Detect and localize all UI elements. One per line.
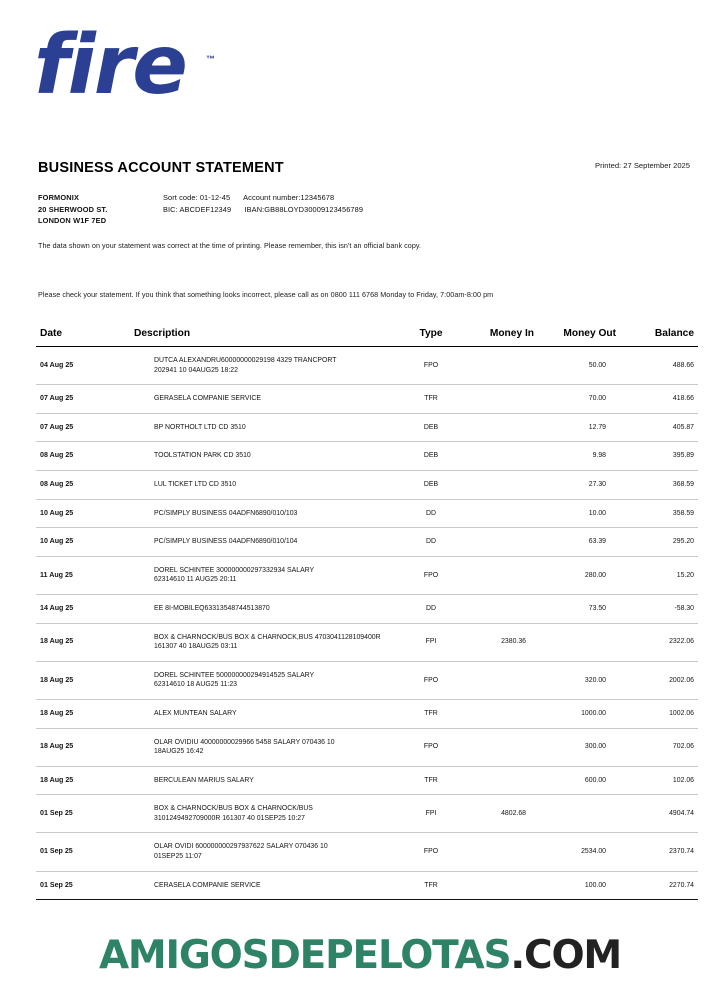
- account-holder-address-line1: 20 SHERWOOD ST.: [38, 204, 108, 214]
- cell-money-out: 12.79: [534, 413, 616, 442]
- cell-type: FPO: [402, 556, 460, 594]
- column-header-description: Description: [128, 328, 402, 347]
- cell-money-in: [460, 470, 534, 499]
- table-row[interactable]: [36, 699, 698, 728]
- description-line-1: DOREL SCHINTEE 500000000294914525 SALARY: [154, 671, 315, 679]
- cell-description: [128, 594, 402, 623]
- page-title: BUSINESS ACCOUNT STATEMENT: [38, 160, 284, 176]
- cell-date: 18 Aug 25: [36, 699, 128, 728]
- cell-balance: 395.89: [616, 442, 698, 471]
- cell-balance: 15.20: [616, 556, 698, 594]
- cell-type: TFR: [402, 699, 460, 728]
- bic-label: BIC:: [163, 204, 178, 214]
- cell-money-in: [460, 661, 534, 699]
- cell-date: 18 Aug 25: [36, 766, 128, 795]
- cell-money-out: 600.00: [534, 766, 616, 795]
- description-line-1: GERASELA COMPANIE SERVICE: [154, 395, 261, 403]
- cell-date: 01 Sep 25: [36, 833, 128, 871]
- cell-description: [128, 661, 402, 699]
- cell-description: [128, 442, 402, 471]
- cell-money-out: 320.00: [534, 661, 616, 699]
- cell-description: [128, 871, 402, 900]
- description-line-1: PC/SIMPLY BUSINESS 04ADFN6890/010/103: [154, 509, 298, 517]
- cell-date: 08 Aug 25: [36, 442, 128, 471]
- description-line-1: BOX & CHARNOCK/BUS BOX & CHARNOCK,BUS 4703041128109400R: [154, 633, 381, 641]
- column-header-balance: Balance: [616, 328, 698, 347]
- cell-type: DD: [402, 528, 460, 557]
- column-header-money-out: Money Out: [534, 328, 616, 347]
- cell-type: DD: [402, 499, 460, 528]
- cell-balance: 102.06: [616, 766, 698, 795]
- cell-date: 10 Aug 25: [36, 499, 128, 528]
- sort-code-row: [163, 192, 363, 204]
- table-row[interactable]: [36, 470, 698, 499]
- description-line-2: 3101249492709000R 161307 40 01SEP25 10:27: [154, 814, 305, 822]
- cell-money-out: 1000.00: [534, 699, 616, 728]
- cell-description: [128, 499, 402, 528]
- cell-balance: 4904.74: [616, 795, 698, 833]
- cell-money-in: 4802.68: [460, 795, 534, 833]
- cell-money-out: 9.98: [534, 442, 616, 471]
- cell-money-out: 2534.00: [534, 833, 616, 871]
- cell-money-out: [534, 623, 616, 661]
- cell-description: [128, 699, 402, 728]
- cell-date: 08 Aug 25: [36, 470, 128, 499]
- cell-type: TFR: [402, 766, 460, 795]
- table-row[interactable]: [36, 728, 698, 766]
- printing-notice: The data shown on your statement was correct at the time of printing. Please remember, this isn't an official bank copy.: [38, 241, 422, 250]
- cell-description: [128, 385, 402, 414]
- description-line-1: BERCULEAN MARIUS SALARY: [154, 776, 254, 784]
- description-line-1: CERASELA COMPANIE SERVICE: [154, 881, 261, 889]
- trademark-icon: ™: [206, 54, 215, 64]
- cell-type: FPO: [402, 728, 460, 766]
- bic-value: ABCDEF12349: [179, 204, 232, 214]
- description-line-2: 18AUG25 16:42: [154, 748, 204, 756]
- cell-money-in: [460, 699, 534, 728]
- cell-date: 18 Aug 25: [36, 728, 128, 766]
- cell-money-in: [460, 766, 534, 795]
- cell-date: 01 Sep 25: [36, 795, 128, 833]
- description-line-1: BOX & CHARNOCK/BUS BOX & CHARNOCK/BUS: [154, 805, 313, 813]
- cell-balance: 405.87: [616, 413, 698, 442]
- cell-money-out: 300.00: [534, 728, 616, 766]
- description-line-2: 202941 10 04AUG25 18:22: [154, 366, 238, 374]
- description-line-2: 62314610 18 AUG25 11:23: [154, 681, 238, 689]
- bic-iban-row: [163, 204, 363, 216]
- table-row[interactable]: [36, 385, 698, 414]
- cell-money-out: 63.39: [534, 528, 616, 557]
- cell-date: 14 Aug 25: [36, 594, 128, 623]
- account-details: [163, 192, 363, 215]
- cell-money-out: 50.00: [534, 347, 616, 385]
- account-holder-address-line2: LONDON W1F 7ED: [38, 216, 107, 225]
- description-line-2: 161307 40 18AUG25 03:11: [154, 643, 238, 651]
- table-row[interactable]: [36, 795, 698, 833]
- cell-money-in: [460, 528, 534, 557]
- table-row[interactable]: [36, 623, 698, 661]
- cell-balance: 2002.06: [616, 661, 698, 699]
- cell-description: [128, 728, 402, 766]
- table-row[interactable]: [36, 661, 698, 699]
- cell-balance: 358.59: [616, 499, 698, 528]
- description-line-1: OLAR OVIDIU 40000000029966 5458 SALARY 070436 10: [154, 738, 335, 746]
- cell-type: FPO: [402, 833, 460, 871]
- fire-logo-text: fire: [34, 18, 186, 113]
- contact-notice: Please check your statement. If you think that something looks incorrect, please call as on 0800 111 6768 Monday to Friday, 7:00am-8:00 pm: [38, 290, 494, 299]
- table-row[interactable]: [36, 413, 698, 442]
- cell-type: TFR: [402, 871, 460, 900]
- table-row[interactable]: [36, 766, 698, 795]
- cell-description: [128, 347, 402, 385]
- account-holder-name: FORMONIX: [38, 193, 80, 202]
- cell-money-in: [460, 385, 534, 414]
- transactions-body: [36, 347, 698, 900]
- table-row[interactable]: [36, 528, 698, 557]
- cell-description: [128, 833, 402, 871]
- table-header-row: [36, 328, 698, 347]
- cell-type: TFR: [402, 385, 460, 414]
- cell-date: 11 Aug 25: [36, 556, 128, 594]
- cell-type: FPI: [402, 623, 460, 661]
- description-line-2: 01SEP25 11:07: [154, 853, 202, 861]
- description-line-1: LUL TICKET LTD CD 3510: [154, 480, 237, 488]
- cell-balance: 702.06: [616, 728, 698, 766]
- cell-description: [128, 766, 402, 795]
- cell-money-out: 10.00: [534, 499, 616, 528]
- cell-money-out: 70.00: [534, 385, 616, 414]
- iban-label: IBAN:: [244, 204, 265, 214]
- description-line-1: DOREL SCHINTEE 300000000297332934 SALARY: [154, 566, 315, 574]
- sort-code-label: Sort code:: [163, 193, 198, 202]
- site-watermark: [0, 933, 720, 978]
- account-number-label: Account number:: [243, 193, 301, 202]
- cell-date: 01 Sep 25: [36, 871, 128, 900]
- table-row[interactable]: [36, 871, 698, 900]
- cell-money-out: 73.50: [534, 594, 616, 623]
- description-line-1: DUTCA ALEXANDRU60000000029198 4329 TRANCPORT: [154, 357, 337, 364]
- printed-date: Printed: 27 September 2025: [595, 161, 690, 170]
- iban-value: GB88LOYD30009123456789: [264, 204, 364, 214]
- watermark-tld: .COM: [510, 933, 622, 978]
- cell-date: 18 Aug 25: [36, 623, 128, 661]
- cell-description: [128, 470, 402, 499]
- cell-description: [128, 413, 402, 442]
- watermark-main: AMIGOSDEPELOTAS: [98, 933, 511, 978]
- cell-money-in: [460, 556, 534, 594]
- cell-money-in: 2380.36: [460, 623, 534, 661]
- cell-type: FPI: [402, 795, 460, 833]
- cell-balance: 488.66: [616, 347, 698, 385]
- description-line-1: OLAR OVIDI 600000000297937622 SALARY 070436 10: [154, 843, 328, 851]
- cell-balance: 2270.74: [616, 871, 698, 900]
- table-row[interactable]: [36, 499, 698, 528]
- cell-money-in: [460, 871, 534, 900]
- cell-type: FPO: [402, 661, 460, 699]
- description-line-1: TOOLSTATION PARK CD 3510: [154, 452, 251, 460]
- cell-money-out: 280.00: [534, 556, 616, 594]
- cell-money-in: [460, 347, 534, 385]
- sort-code-value: 01-12-45: [199, 193, 231, 202]
- cell-type: DEB: [402, 470, 460, 499]
- cell-money-in: [460, 442, 534, 471]
- column-header-date: Date: [36, 328, 128, 347]
- cell-balance: 2322.06: [616, 623, 698, 661]
- table-row[interactable]: [36, 833, 698, 871]
- table-row[interactable]: [36, 442, 698, 471]
- cell-money-out: 100.00: [534, 871, 616, 900]
- cell-description: [128, 623, 402, 661]
- description-line-1: PC/SIMPLY BUSINESS 04ADFN6890/010/104: [154, 538, 298, 546]
- description-line-1: BP NORTHOLT LTD CD 3510: [154, 423, 246, 431]
- cell-date: 04 Aug 25: [36, 347, 128, 385]
- cell-balance: 368.59: [616, 470, 698, 499]
- fire-logo: [34, 18, 234, 124]
- account-holder-address: [38, 192, 107, 227]
- cell-type: DEB: [402, 413, 460, 442]
- account-number-value: 12345678: [300, 193, 335, 202]
- column-header-type: Type: [402, 328, 460, 347]
- table-row[interactable]: [36, 594, 698, 623]
- cell-balance: 2370.74: [616, 833, 698, 871]
- cell-balance: 1002.06: [616, 699, 698, 728]
- column-header-money-in: Money In: [460, 328, 534, 347]
- cell-balance: 418.66: [616, 385, 698, 414]
- cell-description: [128, 528, 402, 557]
- cell-money-in: [460, 728, 534, 766]
- description-line-2: 62314610 11 AUG25 20:11: [154, 576, 237, 584]
- cell-description: [128, 556, 402, 594]
- cell-date: 18 Aug 25: [36, 661, 128, 699]
- cell-money-out: 27.30: [534, 470, 616, 499]
- cell-type: DEB: [402, 442, 460, 471]
- cell-money-in: [460, 413, 534, 442]
- cell-money-in: [460, 594, 534, 623]
- transactions-table: [36, 328, 694, 900]
- cell-date: 07 Aug 25: [36, 385, 128, 414]
- description-line-1: ALEX MUNTEAN SALARY: [154, 709, 237, 717]
- cell-type: DD: [402, 594, 460, 623]
- cell-date: 10 Aug 25: [36, 528, 128, 557]
- cell-money-in: [460, 833, 534, 871]
- table-row[interactable]: [36, 556, 698, 594]
- cell-money-in: [460, 499, 534, 528]
- cell-money-out: [534, 795, 616, 833]
- cell-description: [128, 795, 402, 833]
- cell-balance: -58.30: [616, 594, 698, 623]
- cell-date: 07 Aug 25: [36, 413, 128, 442]
- cell-balance: 295.20: [616, 528, 698, 557]
- cell-type: FPO: [402, 347, 460, 385]
- table-row[interactable]: [36, 347, 698, 385]
- description-line-1: EE 8I-MOBILEQ63313548744513870: [154, 604, 270, 612]
